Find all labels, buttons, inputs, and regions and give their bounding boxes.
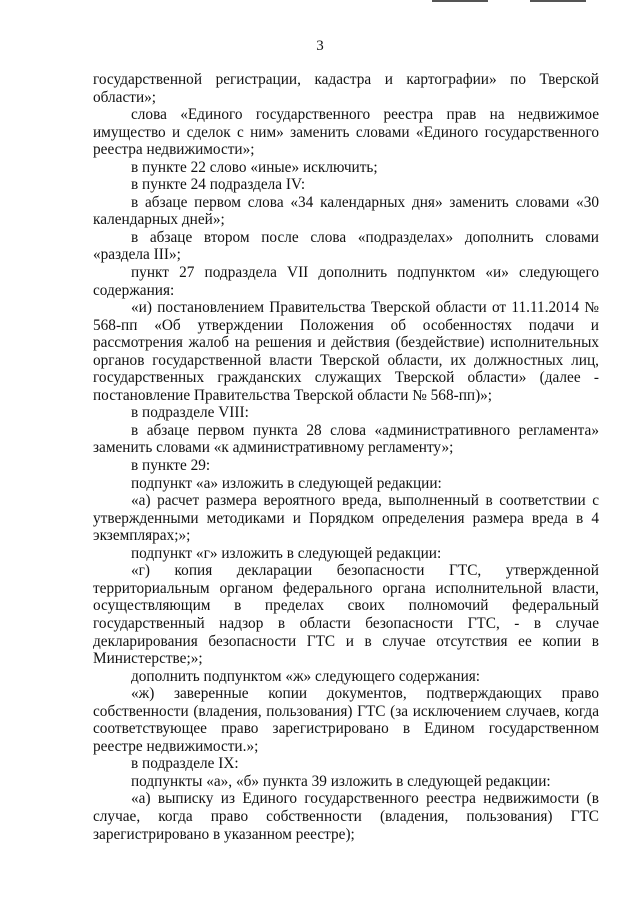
paragraph: в пункте 22 слово «иные» исключить; <box>131 158 378 176</box>
document-body <box>93 71 599 843</box>
paragraph: в пункте 24 подраздела IV: <box>131 176 306 194</box>
paragraph: подпункты «а», «б» пункта 39 изложить в следующей редакции: <box>131 772 551 790</box>
paragraph: «г) копия декларации безопасности ГТС, утвержденной территориальным органом федерального органа исполнительной власти, осуществляющим в пределах своих полномочий федеральный государственный надзор в области безопасности ГТС, - в случае декларирования безопасности ГТС и в случае отсутствия ее копии в Министерстве;»; <box>93 562 599 668</box>
paragraph: в абзаце втором после слова «подразделах» дополнить словами «раздела III»; <box>93 228 599 264</box>
paragraph: «а) расчет размера вероятного вреда, выполненный в соответствии с утвержденными методиками и Порядком определения размера вреда в 4 экземплярах;»; <box>93 492 599 545</box>
scan-edge-mark <box>530 0 586 2</box>
paragraph: подпункт «г» изложить в следующей редакции: <box>131 544 442 562</box>
page-number: 3 <box>316 38 324 54</box>
paragraph: в абзаце первом пункта 28 слова «административного регламента» заменить словами «к административному регламенту»; <box>93 421 599 457</box>
paragraph: в подразделе IX: <box>131 755 239 773</box>
paragraph: пункт 27 подраздела VII дополнить подпунктом «и» следующего содержания: <box>93 264 599 299</box>
paragraph: в подразделе VIII: <box>131 404 249 422</box>
paragraph: «и) постановлением Правительства Тверской области от 11.11.2014 № 568-пп «Об утверждении Положения об особенностях подачи и рассмотрения жалоб на решения и действия (бездействие) исполнительных органов государственной власти Тверской области, их должностных лиц, государственных гражданских служащих Тверской области» (далее - постановление Правительства Тверской области № 568-пп)»; <box>93 299 599 404</box>
paragraph: дополнить подпунктом «ж» следующего содержания: <box>131 667 481 685</box>
paragraph: государственной регистрации, кадастра и картографии» по Тверской области»; <box>93 71 599 106</box>
paragraph: подпункт «а» изложить в следующей редакции: <box>131 474 442 492</box>
paragraph: слова «Единого государственного реестра прав на недвижимое имущество и сделок с ним» заменить словами «Единого государственного реестра недвижимости»; <box>93 106 599 159</box>
paragraph: «а) выписку из Единого государственного реестра недвижимости (в случае, когда право собственности (владения, пользования) ГТС зарегистрировано в указанном реестре); <box>93 790 599 843</box>
paragraph: «ж) заверенные копии документов, подтверждающих право собственности (владения, пользования) ГТС (за исключением случаев, когда соответствующее право зарегистрировано в Едином государственном реестре недвижимости.»; <box>93 685 599 755</box>
scan-edge-mark <box>432 0 488 2</box>
paragraph: в пункте 29: <box>131 457 211 475</box>
paragraph: в абзаце первом слова «34 календарных дня» заменить словами «30 календарных дней»; <box>93 193 599 229</box>
